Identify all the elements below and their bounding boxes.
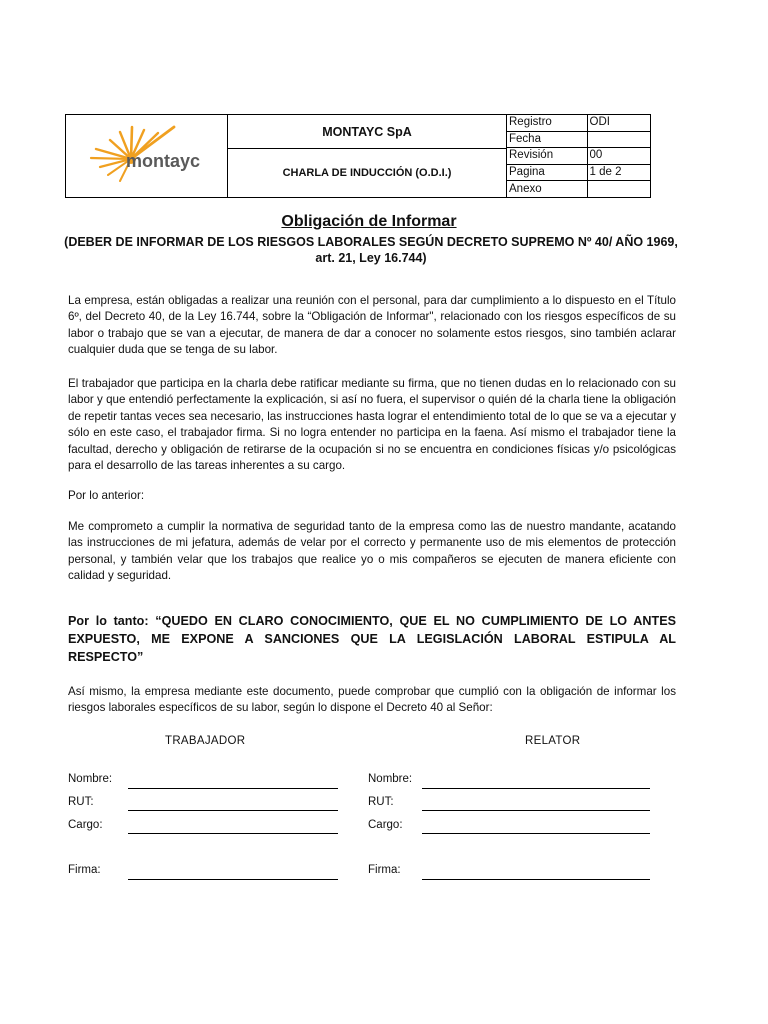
paragraph-company-compliance: Así mismo, la empresa mediante este documento, puede comprobar que cumplió con la obligación de informar los riesgos laborales específicos de su labor, según lo dispone el Decreto 40 al Señor: — [68, 685, 676, 715]
registry-key: Anexo — [507, 181, 587, 197]
worker-name-line[interactable] — [128, 788, 338, 789]
relator-firma-line[interactable] — [422, 879, 650, 880]
registry-value: 00 — [587, 148, 650, 164]
sunburst-logo-icon — [86, 123, 211, 189]
company-logo — [66, 115, 228, 197]
worker-rut-line[interactable] — [128, 810, 338, 811]
worker-name-label: Nombre: — [68, 773, 113, 785]
header-title-cell — [228, 115, 507, 197]
registry-value: ODI — [587, 115, 650, 131]
relator-firma-label: Firma: — [368, 864, 401, 876]
logo-text: montayc — [126, 151, 201, 171]
document-header — [65, 114, 651, 198]
relator-cargo-label: Cargo: — [368, 819, 403, 831]
company-name: MONTAYC SpA — [228, 115, 506, 149]
registry-row — [507, 131, 650, 147]
page-title: Obligación de Informar — [281, 213, 457, 230]
relator-name-label: Nombre: — [368, 773, 413, 785]
subtitle-line-2: art. 21, Ley 16.744) — [315, 251, 427, 265]
registry-key: Fecha — [507, 131, 587, 147]
paragraph-intro: La empresa, están obligadas a realizar una reunión con el personal, para dar cumplimiento a lo dispuesto en el Título 6º, del Decreto 40, de la Ley 16.744, sobre la “Obligación de Informar", relacionado con los riesgos específicos de su labor o trabajo que se van a ejecutar, de manera de dar a conocer no solamente estos riesgos, sino también aclarar cualquier duda que se tenga de su labor. — [68, 294, 676, 357]
subtitle-line-1: (DEBER DE INFORMAR DE LOS RIESGOS LABORALES SEGÚN DECRETO SUPREMO Nº 40/ AÑO 1969, — [64, 235, 678, 249]
registry-row — [507, 181, 650, 197]
registry-key: Pagina — [507, 164, 587, 180]
worker-cargo-line[interactable] — [128, 833, 338, 834]
document-title: CHARLA DE INDUCCIÓN (O.D.I.) — [282, 167, 452, 179]
registry-table — [507, 115, 650, 197]
paragraph-worker-duties: El trabajador que participa en la charla debe ratificar mediante su firma, que no tienen dudas en lo relacionado con su labor y que entendió perfectamente la explicación, si así no fuera, el supervisor o quién dé la charla tiene la obligación de repetir tantas veces sea necesario, las instrucciones hasta lograr el entendimiento total de lo que se va a ejecutar y sólo en este caso, el trabajador firma. Si no logra entender no participa en la faena. Así mismo el trabajador tiene la facultad, derecho y obligación de retirarse de la ocupación si no se encuentra en condiciones físicas y/o psicológicas para el desarrollo de las tareas inherentes a su cargo. — [68, 377, 676, 473]
paragraph-acknowledgement: Por lo tanto: “QUEDO EN CLARO CONOCIMIENTO, QUE EL NO CUMPLIMIENTO DE LO ANTES EXPUESTO, ME EXPONE A SANCIONES QUE LA LEGISLACIÓN LABORAL ESTIPULA AL RESPECTO” — [68, 614, 676, 664]
registry-value — [587, 131, 650, 147]
registry-row — [507, 164, 650, 180]
registry-row — [507, 115, 650, 131]
registry-key: Revisión — [507, 148, 587, 164]
registry-row — [507, 148, 650, 164]
relator-name-line[interactable] — [422, 788, 650, 789]
worker-firma-label: Firma: — [68, 864, 101, 876]
worker-rut-label: RUT: — [68, 796, 94, 808]
paragraph-por-lo-anterior: Por lo anterior: — [68, 489, 145, 502]
paragraph-commitment: Me comprometo a cumplir la normativa de seguridad tanto de la empresa como las de nuestro mandante, acatando las instrucciones de mi jefatura, además de velar por el correcto y permanente uso de mis elementos de protección personal, y también velar que los trabajos que realice yo o mis compañeros se ejecuten de manera eficiente con calidad y seguridad. — [68, 520, 676, 583]
relator-cargo-line[interactable] — [422, 833, 650, 834]
worker-cargo-label: Cargo: — [68, 819, 103, 831]
worker-firma-line[interactable] — [128, 879, 338, 880]
page-subtitle — [60, 234, 682, 266]
relator-rut-label: RUT: — [368, 796, 394, 808]
relator-heading: RELATOR — [525, 735, 581, 747]
registry-value: 1 de 2 — [587, 164, 650, 180]
registry-key: Registro — [507, 115, 587, 131]
registry-value — [587, 181, 650, 197]
relator-rut-line[interactable] — [422, 810, 650, 811]
worker-heading: TRABAJADOR — [165, 735, 246, 747]
